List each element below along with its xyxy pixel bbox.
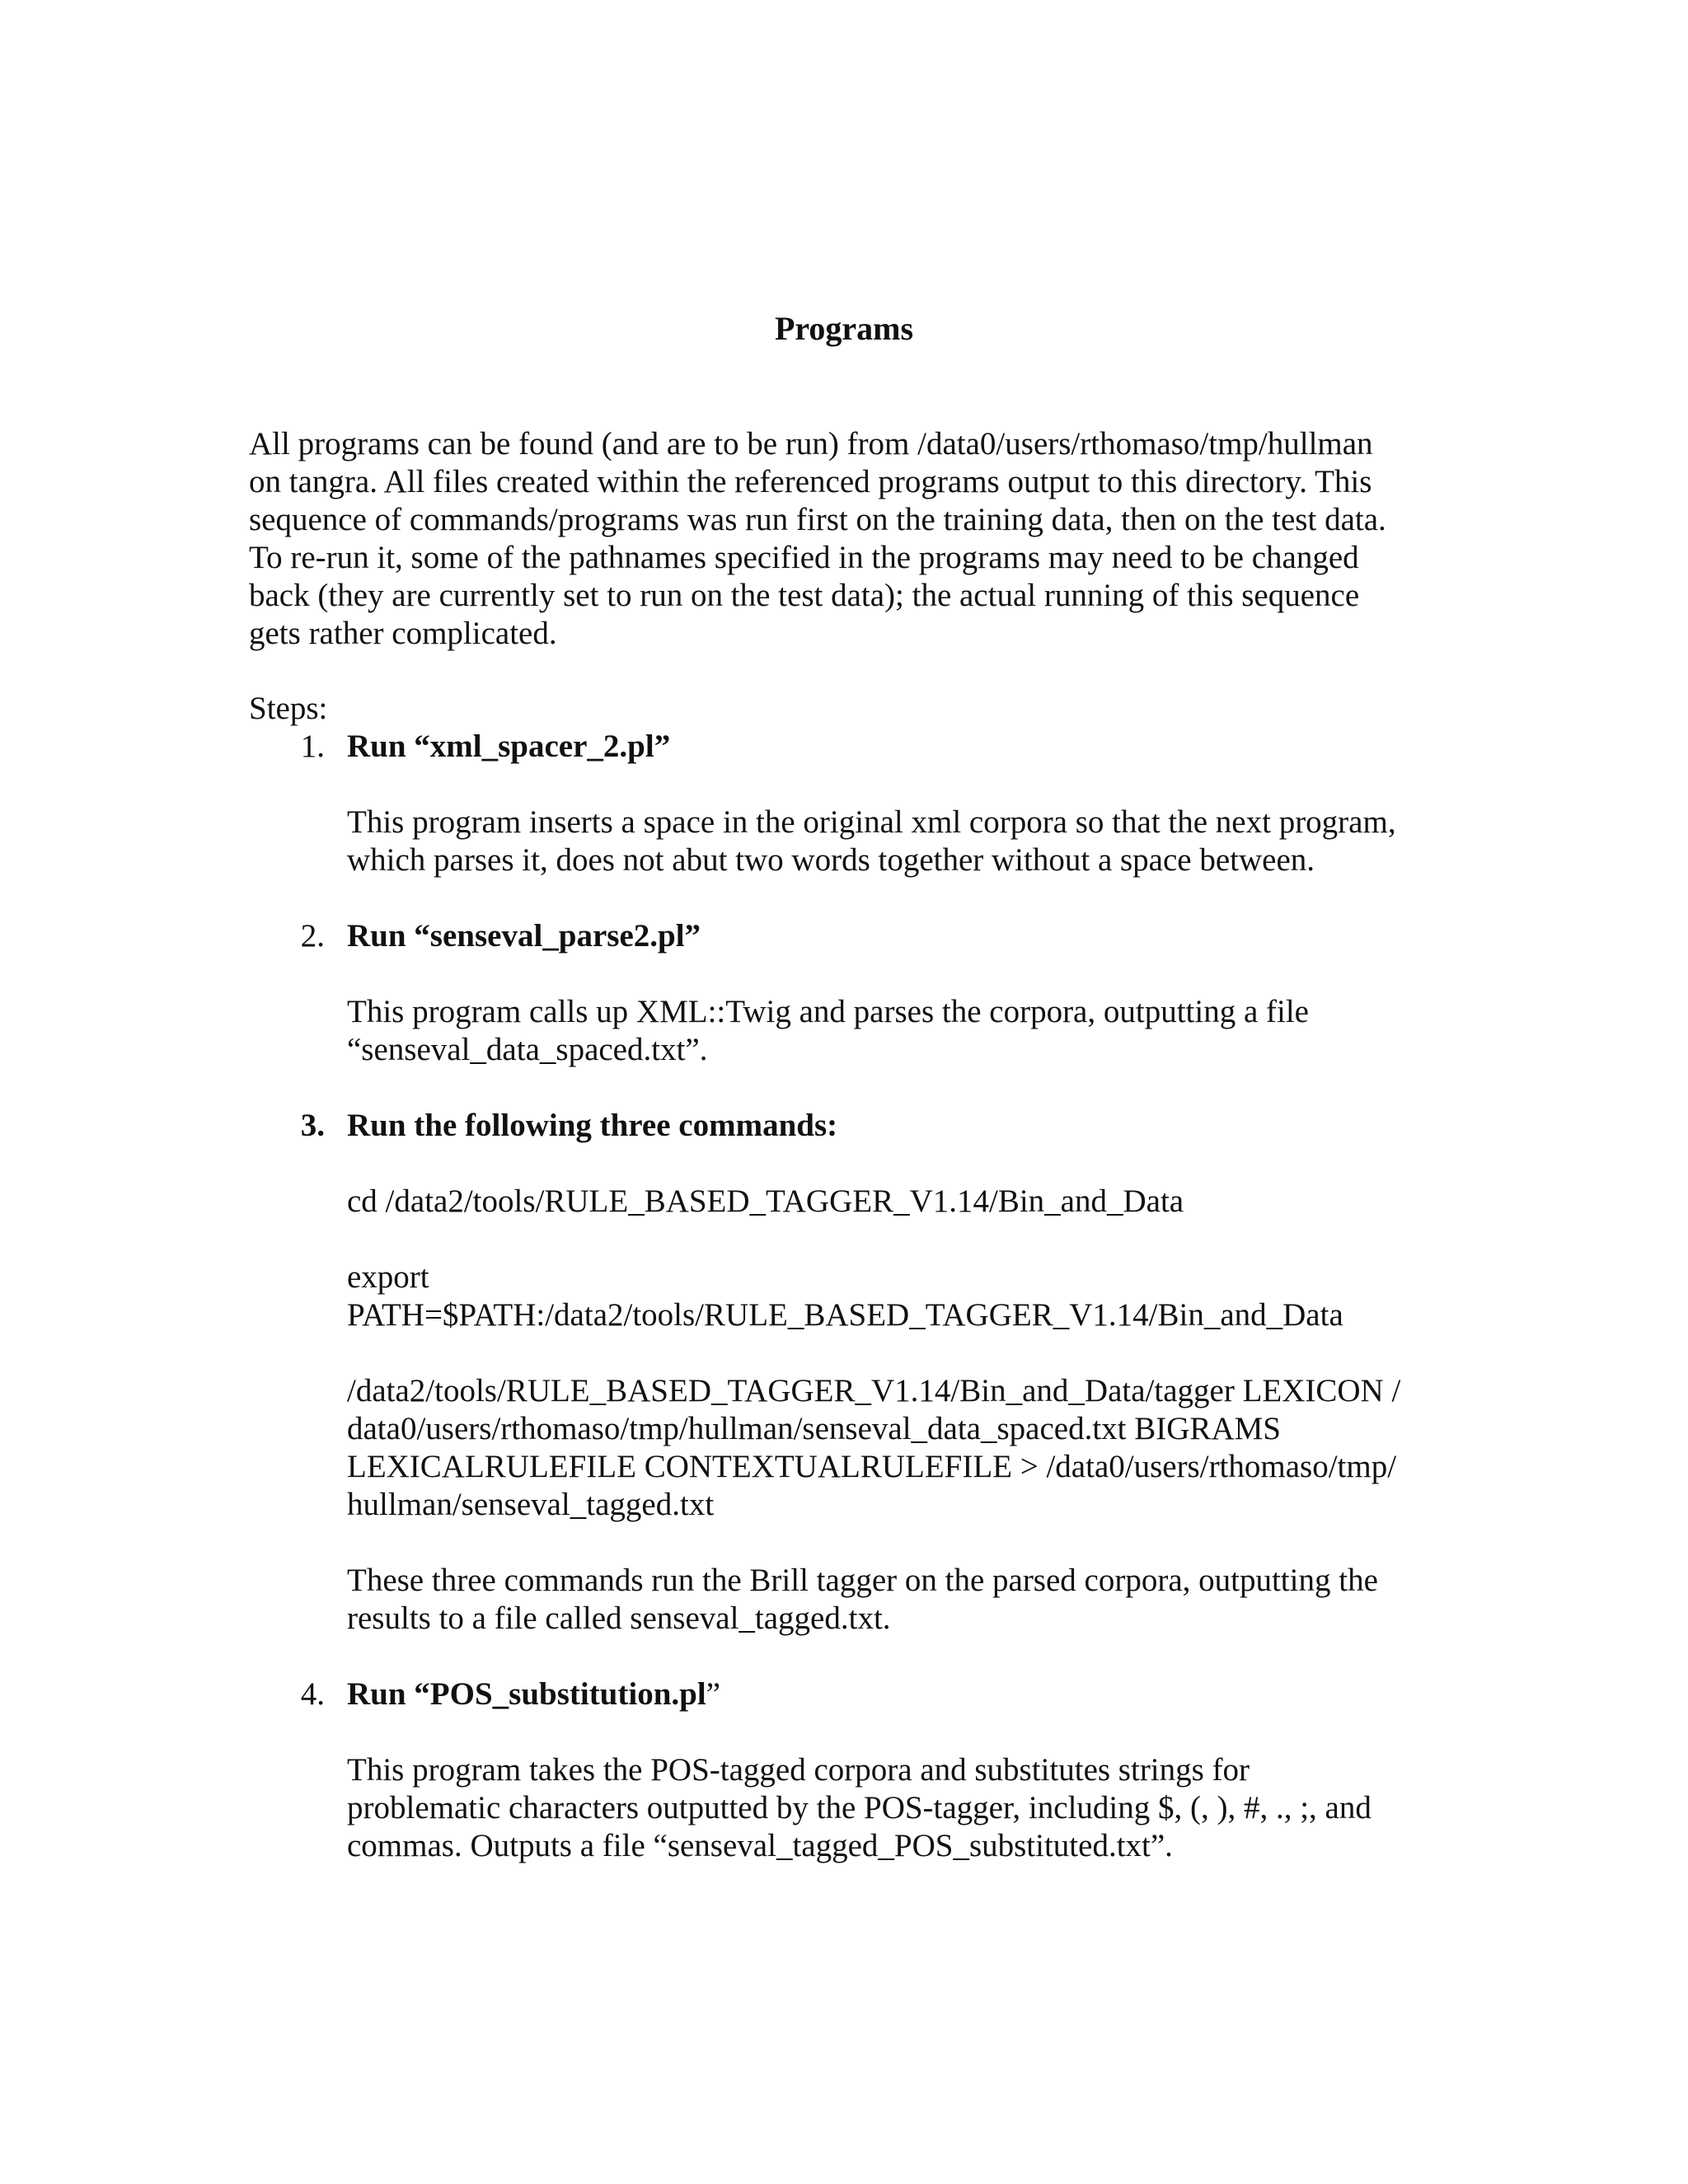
command-line: cd /data2/tools/RULE_BASED_TAGGER_V1.14/Bin_and_Data — [347, 1183, 1184, 1219]
step-1-heading: Run “xml_spacer_2.pl” — [347, 729, 671, 764]
step-3-number: 3. — [300, 1108, 325, 1143]
description-line: commas. Outputs a file “senseval_tagged_POS_substituted.txt”. — [347, 1828, 1173, 1863]
description-line: problematic characters outputted by the POS-tagger, including $, (, ), #, ., ;, and — [347, 1790, 1372, 1825]
description-line: “senseval_data_spaced.txt”. — [347, 1032, 708, 1067]
intro-line: To re-run it, some of the pathnames specified in the programs may need to be changed — [249, 540, 1359, 575]
intro-line: All programs can be found (and are to be run) from /data0/users/rthomaso/tmp/hullman — [249, 426, 1373, 462]
step-4-heading-bold: Run “POS_substitution.pl — [347, 1676, 706, 1712]
step-3-command-cd — [347, 1183, 1451, 1221]
description-line: which parses it, does not abut two words together without a space between. — [347, 842, 1315, 878]
intro-line: back (they are currently set to run on the test data); the actual running of this sequence — [249, 578, 1360, 613]
command-line: LEXICALRULEFILE CONTEXTUALRULEFILE > /data0/users/rthomaso/tmp/ — [347, 1449, 1397, 1484]
command-line: /data2/tools/RULE_BASED_TAGGER_V1.14/Bin_and_Data/tagger LEXICON / — [347, 1373, 1401, 1408]
step-3-command-tagger — [347, 1372, 1451, 1524]
command-line: hullman/senseval_tagged.txt — [347, 1487, 715, 1522]
description-line: This program calls up XML::Twig and parses the corpora, outputting a file — [347, 994, 1309, 1029]
step-4-heading-quote: ” — [706, 1676, 720, 1712]
description-line: results to a file called senseval_tagged.txt. — [347, 1601, 891, 1636]
description-line: These three commands run the Brill tagger on the parsed corpora, outputting the — [347, 1563, 1378, 1598]
command-line: export — [347, 1259, 429, 1295]
steps-label: Steps: — [249, 691, 328, 726]
step-2-number: 2. — [300, 918, 325, 954]
description-line: This program inserts a space in the original xml corpora so that the next program, — [347, 804, 1396, 840]
step-4-description — [347, 1751, 1451, 1865]
step-3-description — [347, 1562, 1451, 1638]
intro-paragraph — [249, 425, 1452, 653]
step-1-number: 1. — [300, 729, 325, 764]
step-4-heading — [347, 1675, 720, 1713]
intro-line: on tangra. All files created within the referenced programs output to this directory. This — [249, 464, 1372, 499]
step-3-heading: Run the following three commands: — [347, 1108, 838, 1143]
step-2-description — [347, 993, 1451, 1069]
intro-line: gets rather complicated. — [249, 616, 557, 651]
command-line: PATH=$PATH:/data2/tools/RULE_BASED_TAGGER_V1.14/Bin_and_Data — [347, 1297, 1343, 1333]
step-1-description — [347, 804, 1451, 879]
step-3-command-export — [347, 1258, 1451, 1334]
step-4-number: 4. — [300, 1676, 325, 1712]
page-title: Programs — [774, 310, 914, 347]
command-line: data0/users/rthomaso/tmp/hullman/senseval_data_spaced.txt BIGRAMS — [347, 1411, 1281, 1446]
description-line: This program takes the POS-tagged corpora and substitutes strings for — [347, 1752, 1250, 1788]
intro-line: sequence of commands/programs was run first on the training data, then on the test data. — [249, 502, 1386, 537]
step-2-heading: Run “senseval_parse2.pl” — [347, 918, 701, 954]
